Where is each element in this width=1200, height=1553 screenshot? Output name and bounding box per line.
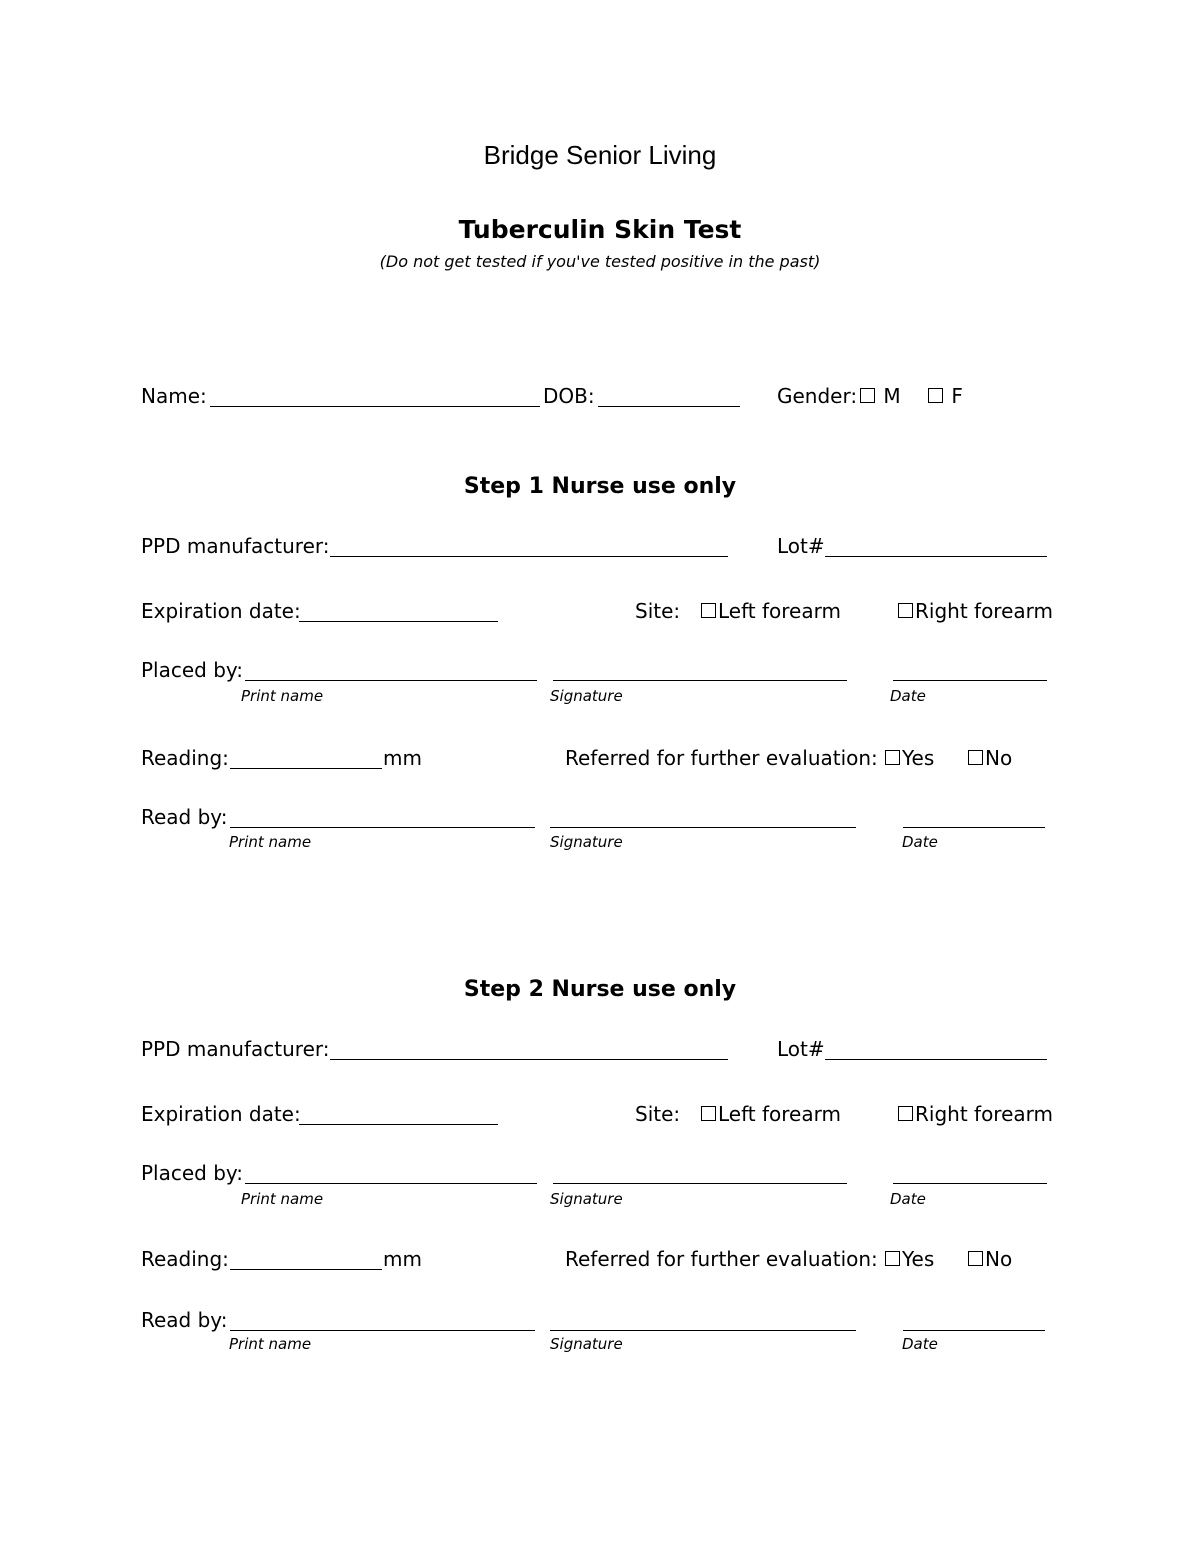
right-forearm-option[interactable] bbox=[898, 599, 1053, 623]
gender-m-option[interactable] bbox=[860, 384, 901, 408]
read-by-signature-field[interactable] bbox=[550, 1330, 856, 1331]
read-by-signature-caption: Signature bbox=[550, 1335, 623, 1353]
left-forearm-label: Left forearm bbox=[718, 1102, 841, 1126]
referred-yes-checkbox[interactable] bbox=[885, 1251, 900, 1266]
expiration-date-field[interactable] bbox=[299, 1124, 498, 1125]
read-by-date-caption: Date bbox=[902, 833, 938, 851]
placed-by-signature-caption: Signature bbox=[550, 687, 623, 705]
reading-unit: mm bbox=[383, 1247, 422, 1271]
ppd-manufacturer-label: PPD manufacturer: bbox=[141, 1037, 330, 1061]
ppd-manufacturer-field[interactable] bbox=[330, 1059, 728, 1060]
placed-by-print-name-caption: Print name bbox=[241, 1190, 324, 1208]
ppd-manufacturer-field[interactable] bbox=[330, 556, 728, 557]
referred-no-label: No bbox=[985, 746, 1013, 770]
referred-no-option[interactable] bbox=[968, 1247, 1012, 1271]
name-field[interactable] bbox=[210, 406, 540, 407]
placed-by-date-caption: Date bbox=[890, 687, 926, 705]
referred-yes-checkbox[interactable] bbox=[885, 750, 900, 765]
site-label: Site: bbox=[635, 1102, 681, 1126]
placed-by-signature-field[interactable] bbox=[553, 1183, 847, 1184]
lot-field[interactable] bbox=[825, 556, 1047, 557]
read-by-date-caption: Date bbox=[902, 1335, 938, 1353]
read-by-print-name-caption: Print name bbox=[229, 1335, 312, 1353]
placed-by-print-name-field[interactable] bbox=[245, 1183, 537, 1184]
read-by-signature-field[interactable] bbox=[550, 827, 856, 828]
lot-label: Lot# bbox=[777, 534, 825, 558]
placed-by-print-name-field[interactable] bbox=[245, 680, 537, 681]
gender-f-option[interactable] bbox=[928, 384, 963, 408]
dob-label: DOB: bbox=[543, 384, 595, 408]
step-1-heading: Step 1 Nurse use only bbox=[463, 474, 737, 499]
left-forearm-checkbox[interactable] bbox=[701, 603, 716, 618]
reading-label: Reading: bbox=[141, 1247, 229, 1271]
placed-by-signature-caption: Signature bbox=[550, 1190, 623, 1208]
reading-field[interactable] bbox=[230, 1269, 382, 1270]
right-forearm-option[interactable] bbox=[898, 1102, 1053, 1126]
name-label: Name: bbox=[141, 384, 207, 408]
lot-label: Lot# bbox=[777, 1037, 825, 1061]
gender-f-checkbox[interactable] bbox=[928, 388, 943, 403]
right-forearm-label: Right forearm bbox=[915, 1102, 1053, 1126]
reading-label: Reading: bbox=[141, 746, 229, 770]
referred-yes-label: Yes bbox=[902, 1247, 935, 1271]
referred-no-checkbox[interactable] bbox=[968, 1251, 983, 1266]
left-forearm-label: Left forearm bbox=[718, 599, 841, 623]
read-by-date-field[interactable] bbox=[903, 827, 1045, 828]
page-subtitle: (Do not get tested if you've tested positive in the past) bbox=[379, 252, 821, 271]
expiration-date-label: Expiration date: bbox=[141, 599, 301, 623]
gender-m-label: M bbox=[883, 384, 901, 408]
placed-by-label: Placed by: bbox=[141, 658, 244, 682]
referred-yes-option[interactable] bbox=[885, 746, 934, 770]
lot-field[interactable] bbox=[825, 1059, 1047, 1060]
left-forearm-checkbox[interactable] bbox=[701, 1106, 716, 1121]
reading-unit: mm bbox=[383, 746, 422, 770]
gender-f-label: F bbox=[951, 384, 963, 408]
organization-name: Bridge Senior Living bbox=[483, 140, 717, 170]
read-by-date-field[interactable] bbox=[903, 1330, 1045, 1331]
placed-by-label: Placed by: bbox=[141, 1161, 244, 1185]
referred-label: Referred for further evaluation: bbox=[565, 1247, 878, 1271]
referred-yes-option[interactable] bbox=[885, 1247, 934, 1271]
read-by-label: Read by: bbox=[141, 805, 228, 829]
expiration-date-label: Expiration date: bbox=[141, 1102, 301, 1126]
placed-by-date-field[interactable] bbox=[893, 680, 1047, 681]
placed-by-signature-field[interactable] bbox=[553, 680, 847, 681]
placed-by-print-name-caption: Print name bbox=[241, 687, 324, 705]
page-title: Tuberculin Skin Test bbox=[458, 215, 742, 244]
gender-label: Gender: bbox=[777, 384, 858, 408]
site-label: Site: bbox=[635, 599, 681, 623]
left-forearm-option[interactable] bbox=[701, 599, 841, 623]
step-2-heading: Step 2 Nurse use only bbox=[463, 977, 737, 1002]
read-by-signature-caption: Signature bbox=[550, 833, 623, 851]
read-by-print-name-field[interactable] bbox=[230, 1330, 535, 1331]
reading-field[interactable] bbox=[230, 768, 382, 769]
right-forearm-checkbox[interactable] bbox=[898, 603, 913, 618]
read-by-print-name-caption: Print name bbox=[229, 833, 312, 851]
referred-no-option[interactable] bbox=[968, 746, 1012, 770]
referred-no-checkbox[interactable] bbox=[968, 750, 983, 765]
ppd-manufacturer-label: PPD manufacturer: bbox=[141, 534, 330, 558]
read-by-label: Read by: bbox=[141, 1308, 228, 1332]
right-forearm-checkbox[interactable] bbox=[898, 1106, 913, 1121]
right-forearm-label: Right forearm bbox=[915, 599, 1053, 623]
read-by-print-name-field[interactable] bbox=[230, 827, 535, 828]
placed-by-date-field[interactable] bbox=[893, 1183, 1047, 1184]
referred-yes-label: Yes bbox=[902, 746, 935, 770]
dob-field[interactable] bbox=[598, 406, 740, 407]
referred-label: Referred for further evaluation: bbox=[565, 746, 878, 770]
gender-m-checkbox[interactable] bbox=[860, 388, 875, 403]
left-forearm-option[interactable] bbox=[701, 1102, 841, 1126]
expiration-date-field[interactable] bbox=[299, 621, 498, 622]
placed-by-date-caption: Date bbox=[890, 1190, 926, 1208]
referred-no-label: No bbox=[985, 1247, 1013, 1271]
